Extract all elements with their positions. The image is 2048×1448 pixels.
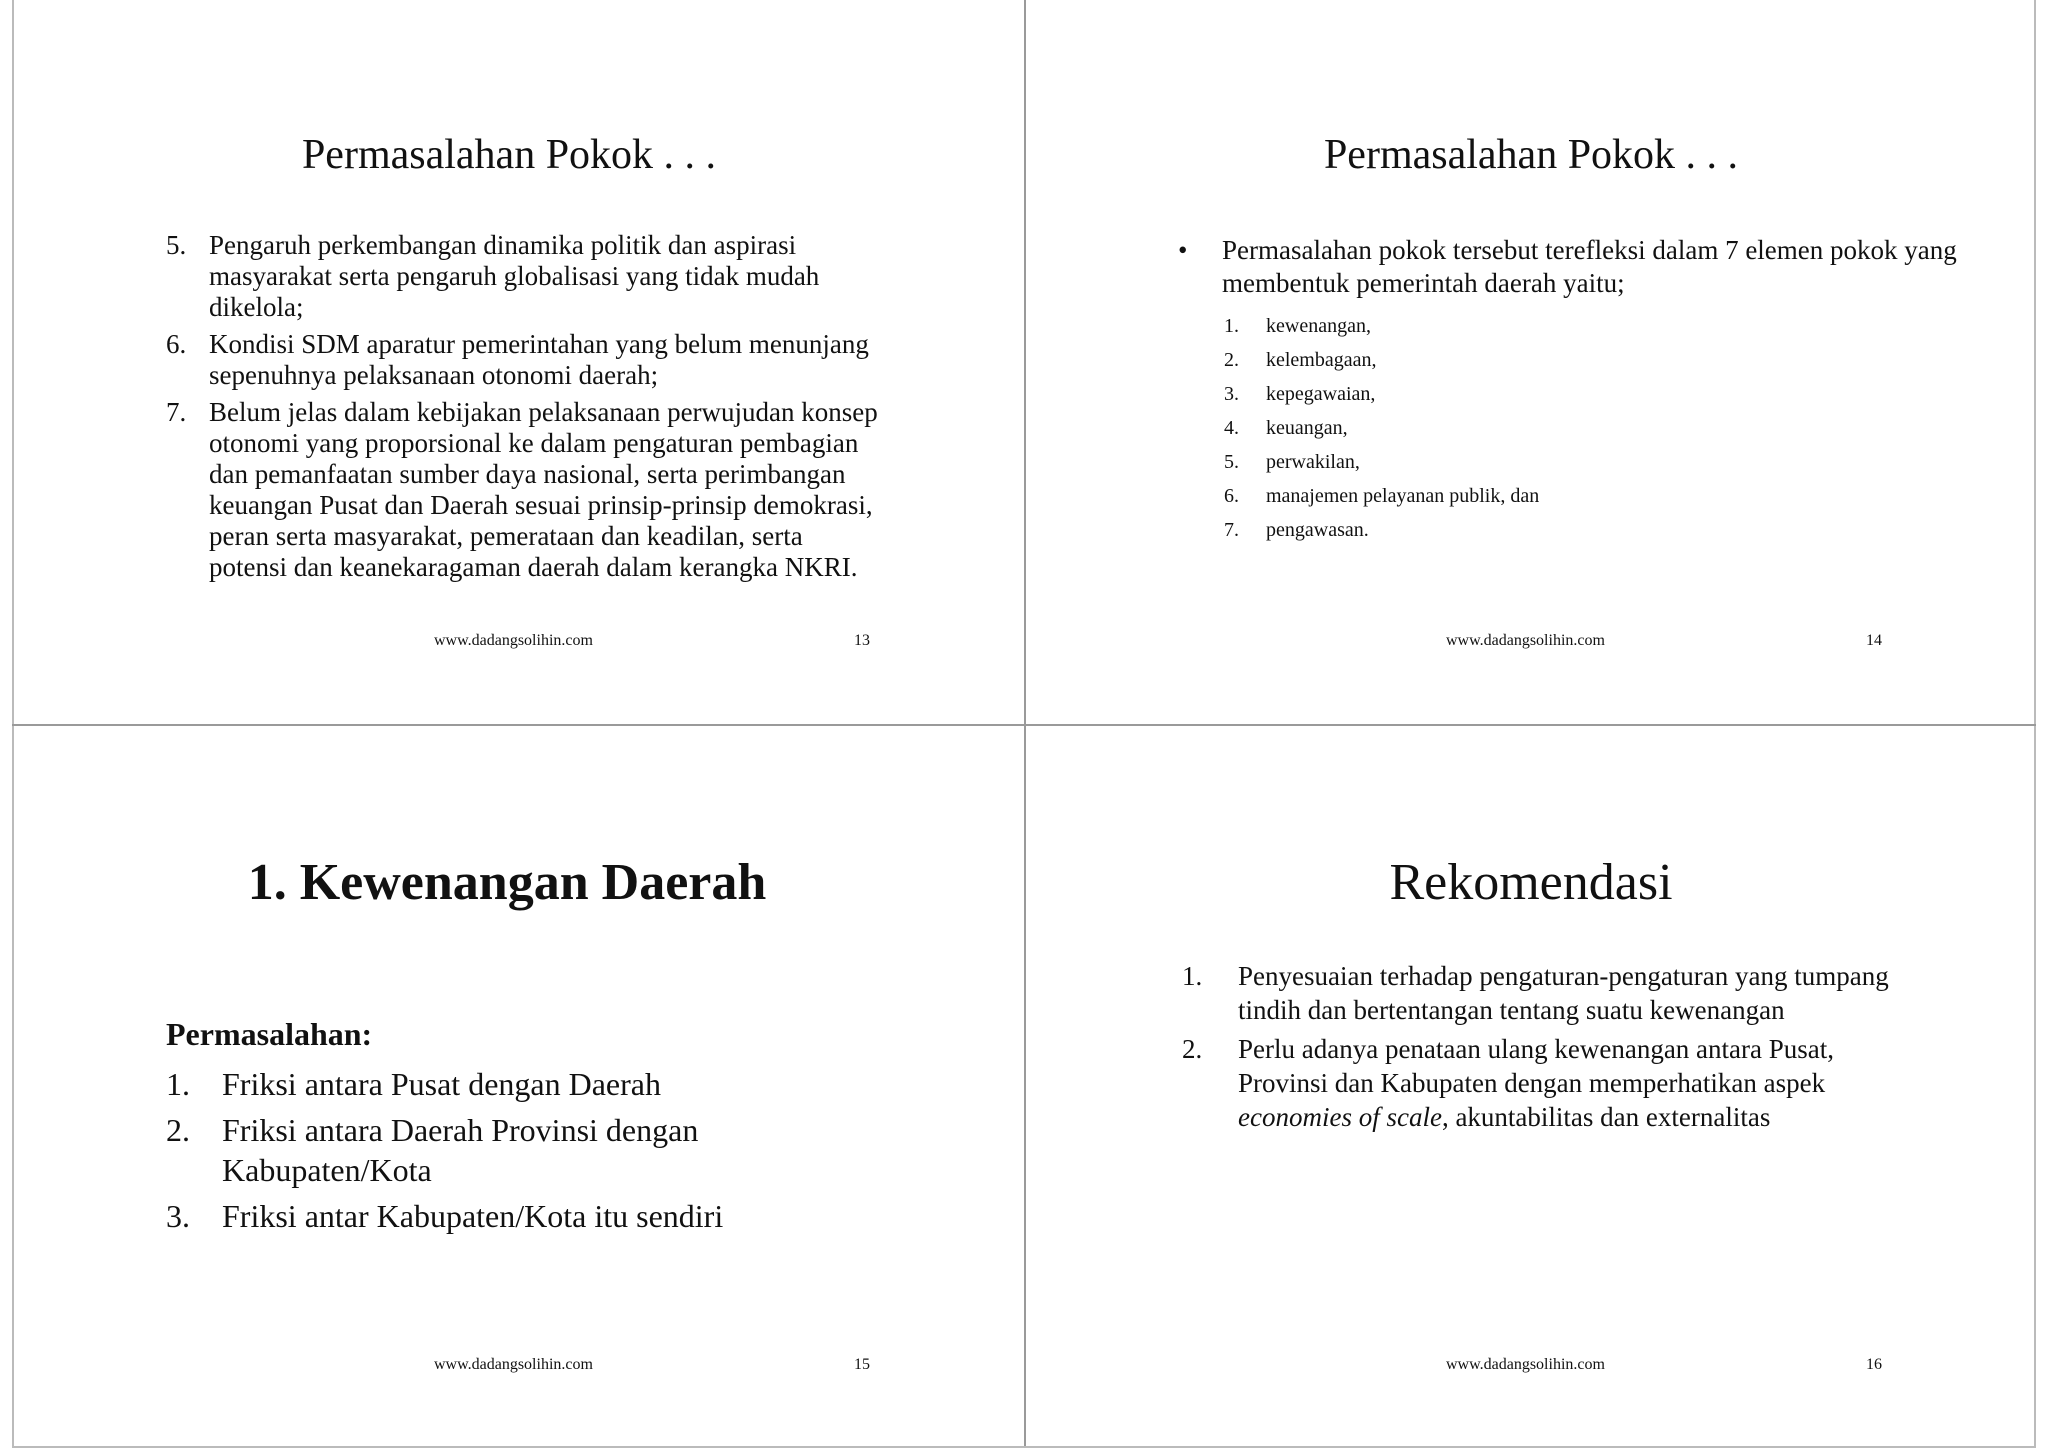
list-item: [1224, 343, 1824, 377]
list-item: [1224, 479, 1824, 513]
bullet-icon: •: [1178, 235, 1188, 265]
list-item-number: 1.: [166, 1066, 190, 1102]
list-item-text: Perlu adanya penataan ulang kewenangan antara Pusat, Provinsi dan Kabupaten dengan memperhatikan aspek: [1238, 1034, 1835, 1098]
page-number: 13: [854, 632, 870, 649]
list-item-text: Friksi antar Kabupaten/Kota itu sendiri: [222, 1198, 724, 1234]
list-item-number: 7.: [1224, 519, 1239, 541]
list-item-number: 7.: [166, 397, 187, 427]
list-item-number: 6.: [1224, 485, 1239, 507]
list-item-text: Friksi antara Pusat dengan Daerah: [222, 1066, 661, 1102]
slide-title: Permasalahan Pokok . . .: [1323, 132, 1739, 178]
list-item-number: 2.: [1182, 1034, 1203, 1064]
list-item-number: 2.: [1224, 349, 1239, 371]
list-item-text: kelembagaan,: [1266, 349, 1377, 371]
slide-13: [14, 2, 1024, 722]
list-item-number: 1.: [1182, 961, 1203, 991]
list-item: [1224, 411, 1824, 445]
section-subheading: Permasalahan:: [166, 1016, 373, 1052]
footer-url: www.dadangsolihin.com: [1446, 632, 1605, 649]
bullet-item: [1178, 234, 1962, 300]
page-number: 16: [1866, 1356, 1882, 1373]
list-item: [1224, 309, 1824, 343]
numbered-list: [166, 230, 886, 589]
list-item: [166, 397, 886, 583]
list-item-number: 4.: [1224, 417, 1239, 439]
list-item-text: Friksi antara Daerah Provinsi dengan Kabupaten/Kota: [222, 1112, 699, 1188]
slide-title: 1. Kewenangan Daerah: [247, 854, 767, 911]
slide-title: Rekomendasi: [1389, 854, 1673, 911]
list-item-number: 2.: [166, 1112, 190, 1148]
list-item-text: Penyesuaian terhadap pengaturan-pengaturan yang tumpang tindih dan bertentangan tentang suatu kewenangan: [1238, 961, 1889, 1025]
list-item: [166, 1196, 886, 1236]
list-item: [166, 1064, 886, 1104]
list-item: [1224, 377, 1824, 411]
list-item-text: Kondisi SDM aparatur pemerintahan yang belum menunjang sepenuhnya pelaksanaan otonomi daerah;: [209, 329, 869, 390]
footer-url: www.dadangsolihin.com: [1446, 1356, 1605, 1373]
list-item-text: keuangan,: [1266, 417, 1348, 439]
list-item-text: pengawasan.: [1266, 519, 1369, 541]
footer-url: www.dadangsolihin.com: [434, 632, 593, 649]
list-item-number: 1.: [1224, 315, 1239, 337]
list-item: [1182, 1032, 1902, 1134]
footer-url: www.dadangsolihin.com: [434, 1356, 593, 1373]
slide-title: Permasalahan Pokok . . .: [301, 132, 717, 178]
list-item-text: kewenangan,: [1266, 315, 1371, 337]
list-item-number: 6.: [166, 329, 187, 359]
bullet-text: Permasalahan pokok tersebut terefleksi dalam 7 elemen pokok yang membentuk pemerintah daerah yaitu;: [1222, 235, 1957, 298]
list-item-italic-text: economies of scale: [1238, 1102, 1442, 1132]
list-item-text: Belum jelas dalam kebijakan pelaksanaan perwujudan konsep otonomi yang proporsional ke dalam pengaturan pembagian dan pemanfaatan sumber daya nasional, serta perimbangan keuangan Pusat dan Daerah sesuai prinsip-prinsip demokrasi, peran serta masyarakat, pemerataan dan keadilan, serta potensi dan keanekaragaman daerah dalam kerangka NKRI.: [209, 397, 878, 582]
list-item-text: Pengaruh perkembangan dinamika politik dan aspirasi masyarakat serta pengaruh globalisasi yang tidak mudah dikelola;: [209, 230, 820, 322]
numbered-list: [166, 1064, 886, 1242]
slide-15: [14, 726, 1024, 1446]
list-item: [166, 230, 886, 323]
slide-16: [1026, 726, 2036, 1446]
list-item-text: manajemen pelayanan publik, dan: [1266, 485, 1540, 507]
list-item-text: perwakilan,: [1266, 451, 1360, 473]
list-item-number: 3.: [1224, 383, 1239, 405]
slide-14: [1026, 2, 2036, 722]
list-item: [166, 1110, 886, 1190]
list-item-number: 5.: [166, 230, 187, 260]
numbered-list: [1182, 959, 1902, 1139]
page-number: 15: [854, 1356, 870, 1373]
list-item-text-end: , akuntabilitas dan externalitas: [1441, 1102, 1771, 1132]
list-item-number: 3.: [166, 1198, 190, 1234]
list-item-text: kepegawaian,: [1266, 383, 1376, 405]
list-item: [1224, 445, 1824, 479]
page-number: 14: [1866, 632, 1882, 649]
list-item-number: 5.: [1224, 451, 1239, 473]
list-item: [166, 329, 886, 391]
list-item: [1182, 959, 1902, 1027]
list-item: [1224, 513, 1824, 547]
numbered-list: [1224, 309, 1824, 547]
